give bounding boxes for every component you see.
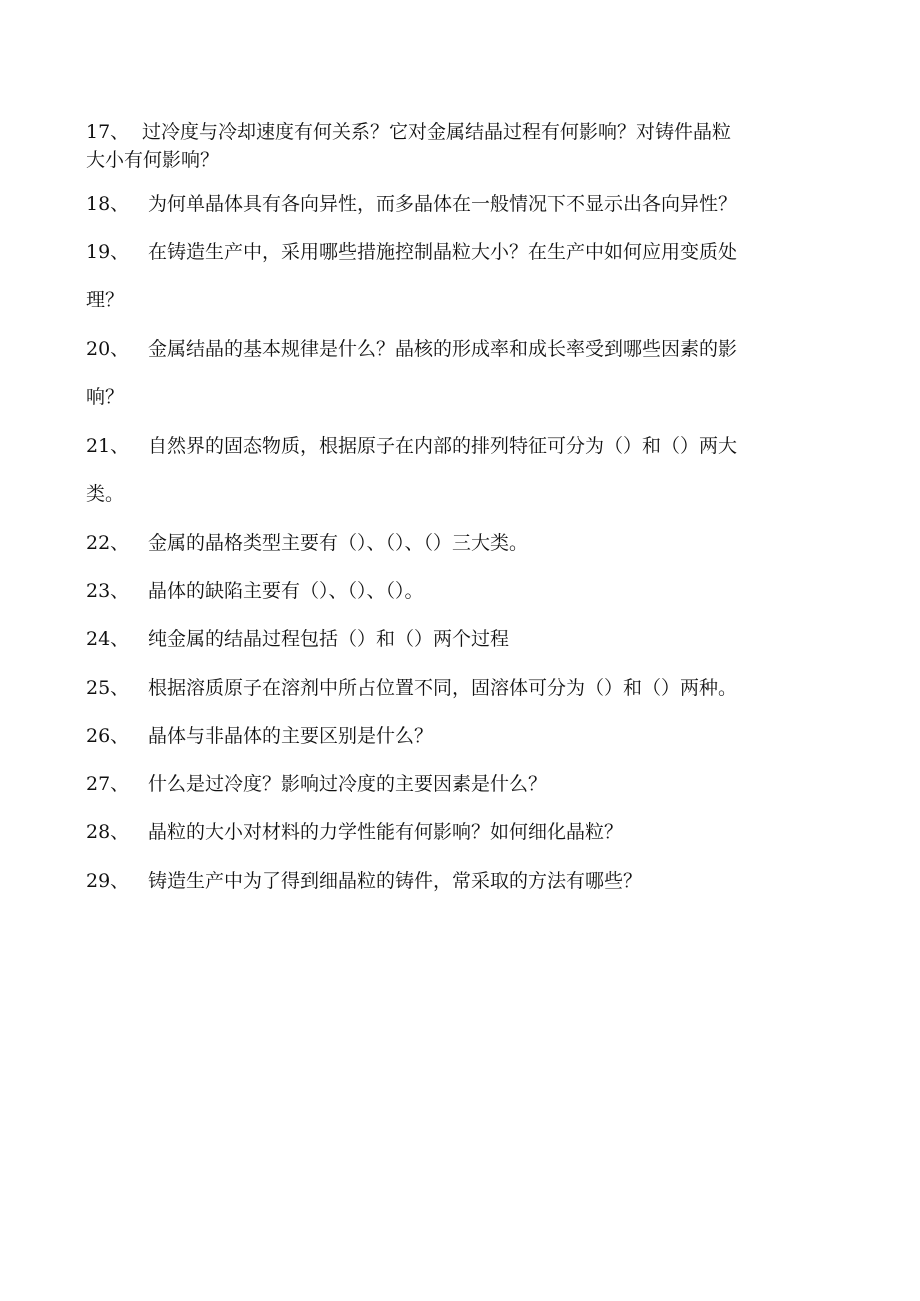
question-text: 晶体的缺陷主要有（）、（）、（）。 bbox=[148, 580, 424, 602]
question-number: 28、 bbox=[86, 821, 130, 843]
question-text: 什么是过冷度？影响过冷度的主要因素是什么？ bbox=[148, 773, 548, 795]
question-number: 21、 bbox=[86, 435, 130, 457]
question-17 bbox=[86, 118, 826, 174]
question-29 bbox=[86, 867, 826, 895]
question-19 bbox=[86, 238, 826, 314]
question-text: 晶粒的大小对材料的力学性能有何影响？如何细化晶粒？ bbox=[148, 821, 624, 843]
question-text: 过冷度与冷却速度有何关系？它对金属结晶过程有何影响？对铸件晶粒 bbox=[142, 121, 732, 143]
question-28 bbox=[86, 818, 826, 846]
question-number: 22、 bbox=[86, 532, 130, 554]
question-number: 19、 bbox=[86, 241, 130, 263]
question-number: 26、 bbox=[86, 725, 130, 747]
question-number: 20、 bbox=[86, 338, 130, 360]
question-27 bbox=[86, 770, 826, 798]
question-number: 17、 bbox=[86, 121, 130, 143]
question-text-continued: 大小有何影响？ bbox=[86, 149, 220, 171]
question-text-continued: 类。 bbox=[86, 483, 125, 505]
question-number: 23、 bbox=[86, 580, 130, 602]
question-text-continued: 理？ bbox=[86, 289, 125, 311]
question-text: 纯金属的结晶过程包括（）和（）两个过程 bbox=[148, 628, 510, 650]
question-text: 晶体与非晶体的主要区别是什么？ bbox=[148, 725, 434, 747]
question-number: 18、 bbox=[86, 193, 130, 215]
question-text: 金属的晶格类型主要有（）、（）、（）三大类。 bbox=[148, 532, 529, 554]
question-text: 铸造生产中为了得到细晶粒的铸件，常采取的方法有哪些？ bbox=[148, 870, 643, 892]
question-20 bbox=[86, 335, 826, 411]
question-number: 25、 bbox=[86, 677, 130, 699]
question-text: 在铸造生产中，采用哪些措施控制晶粒大小？在生产中如何应用变质处 bbox=[148, 241, 738, 263]
question-text-continued: 响？ bbox=[86, 386, 125, 408]
question-number: 24、 bbox=[86, 628, 130, 650]
question-number: 29、 bbox=[86, 870, 130, 892]
question-number: 27、 bbox=[86, 773, 130, 795]
question-26 bbox=[86, 722, 826, 750]
question-21 bbox=[86, 432, 826, 508]
question-text: 根据溶质原子在溶剂中所占位置不同，固溶体可分为（）和（）两种。 bbox=[148, 677, 738, 699]
question-18 bbox=[86, 190, 826, 218]
question-24 bbox=[86, 625, 826, 653]
question-23 bbox=[86, 577, 826, 605]
question-22 bbox=[86, 529, 826, 557]
question-text: 为何单晶体具有各向异性，而多晶体在一般情况下不显示出各向异性？ bbox=[148, 193, 738, 215]
question-25 bbox=[86, 674, 826, 702]
question-text: 金属结晶的基本规律是什么？晶核的形成率和成长率受到哪些因素的影 bbox=[148, 338, 738, 360]
question-text: 自然界的固态物质，根据原子在内部的排列特征可分为（）和（）两大 bbox=[148, 435, 738, 457]
